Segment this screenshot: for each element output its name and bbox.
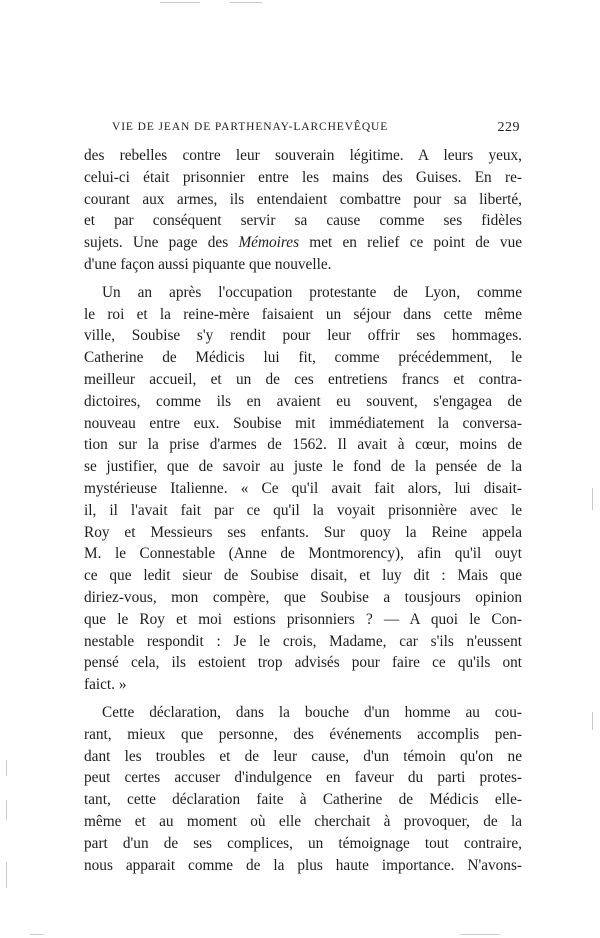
text-line: part d'un de ses complices, un témoignage tout contraire, [84, 834, 522, 852]
body-text [84, 145, 522, 876]
book-title: Mémoires [238, 234, 300, 252]
text-line: nous apparait comme de la plus haute importance. N'avons- [84, 856, 522, 874]
text-line: faict. » [84, 676, 127, 694]
scan-mark [592, 712, 593, 730]
text-line: Un an après l'occupation protestante de Lyon, comme [102, 283, 522, 301]
paragraph-2 [84, 282, 522, 696]
text-line: peut certes accuser d'indulgence en faveur du parti protes- [84, 769, 522, 787]
text-line: meilleur accueil, et un de ces entretiens francs et contra- [84, 370, 522, 388]
running-head [112, 121, 520, 139]
text-line: tion sur la prise d'armes de 1562. Il avait à cœur, moins de [84, 436, 522, 454]
paragraph-3 [84, 702, 522, 876]
text-line: celui-ci était prisonnier entre les mains des Guises. En re- [84, 168, 522, 186]
paragraph-1 [84, 145, 522, 276]
text-line: nestable respondit : Je le crois, Madame, car s'ils n'eussent [84, 632, 522, 650]
text-line: pensé cela, ils estoient trop advisés pour faire ce qu'ils ont [84, 654, 522, 672]
text-line: même et au moment où elle cherchait à provoquer, de la [84, 812, 522, 830]
text-line: et par conséquent servir sa cause comme ses fidèles [84, 212, 522, 230]
scan-mark [6, 862, 7, 888]
text-line: dictoires, comme ils en avaient eu souvent, s'engagea de [84, 392, 522, 410]
scan-mark [30, 934, 44, 935]
text-line: il, il l'avait fait par ce qu'il la voyait prisonnière avec le [84, 501, 522, 519]
text-line: M. le Connestable (Anne de Montmorency), afin qu'il ouyt [84, 545, 522, 563]
text-line: tant, cette déclaration faite à Catherine de Médicis elle- [84, 791, 522, 809]
text-line: Catherine de Médicis lui fit, comme précédemment, le [84, 349, 522, 367]
text-line: rant, mieux que personne, des événements accomplis pen- [84, 725, 522, 743]
text-line: des rebelles contre leur souverain légitime. A leurs yeux, [84, 147, 522, 164]
text-line: ce que ledit sieur de Soubise disait, et luy dit : Mais que [84, 567, 522, 585]
scan-mark [6, 800, 7, 820]
text-line: mystérieuse Italienne. « Ce qu'il avait fait alors, lui disait- [84, 479, 522, 497]
page-number: 229 [497, 120, 520, 135]
text-line: diriez-vous, mon compère, que Soubise a tousjours opinion [84, 588, 522, 606]
text-line: le roi et la reine-mère faisaient un séjour dans cette même [84, 305, 522, 323]
scan-mark [592, 488, 593, 510]
text-line: Roy et Messieurs ses enfants. Sur quoy la Reine appela [84, 523, 522, 541]
running-head-title: VIE DE JEAN DE PARTHENAY-LARCHEVÊQUE [112, 121, 389, 133]
text-line: se justifier, que de savoir au juste le fond de la pensée de la [84, 458, 522, 476]
text-line: que le Roy et moi estions prisonniers ? — A quoi le Con- [84, 610, 522, 628]
scan-mark [460, 934, 500, 935]
text-line: courant aux armes, ils entendaient combattre pour sa liberté, [84, 190, 522, 208]
text-line: sujets. Une page des Mémoires met en relief ce point de vue [84, 234, 522, 252]
text-line: nouveau entre eux. Soubise mit immédiatement la conversa- [84, 414, 522, 432]
scan-mark [6, 760, 7, 776]
text-line: Cette déclaration, dans la bouche d'un homme au cou- [102, 703, 522, 721]
text-line: ville, Soubise s'y rendit pour leur offrir ses hommages. [84, 327, 522, 345]
text-line: d'une façon aussi piquante que nouvelle. [84, 255, 332, 273]
text-line: dant les troubles et de leur cause, d'un témoin qu'on ne [84, 747, 522, 765]
scan-mark [230, 2, 262, 3]
scan-mark [160, 2, 200, 3]
